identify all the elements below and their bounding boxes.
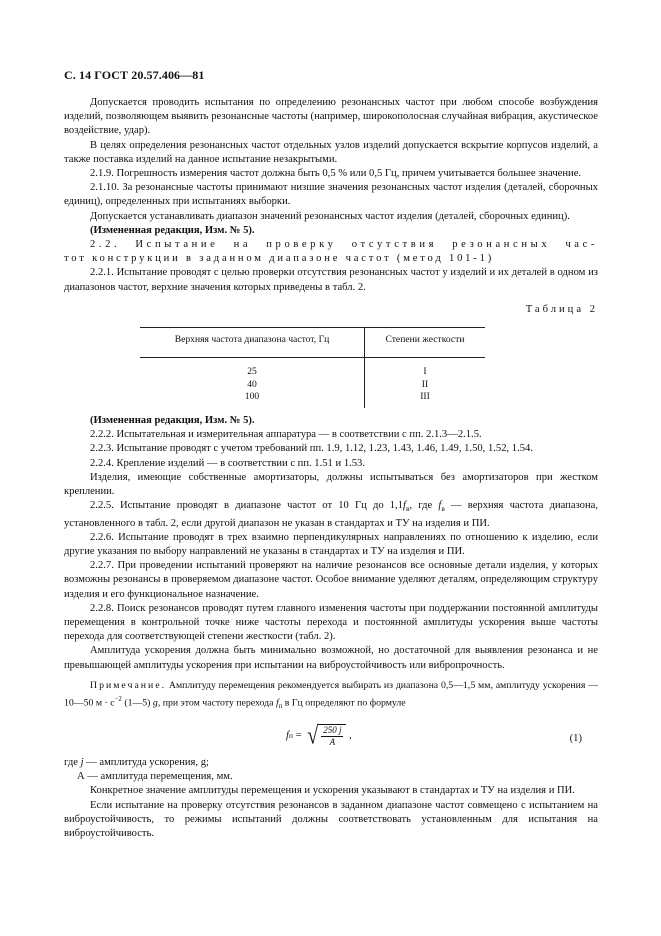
frequency-table bbox=[140, 327, 485, 408]
formula-number: (1) bbox=[569, 733, 582, 745]
table-cell-degree: II bbox=[421, 378, 429, 390]
table-cell-frequency: 40 bbox=[140, 379, 364, 392]
amendment-note: (Измененная редакция, Изм. № 5). bbox=[90, 415, 255, 427]
subscript: в bbox=[406, 504, 410, 514]
superscript: −2 bbox=[114, 695, 122, 703]
note-label: Примечание. bbox=[90, 679, 167, 691]
symbol-j: j bbox=[80, 757, 84, 769]
subscript: п bbox=[288, 730, 293, 740]
table-row bbox=[140, 391, 485, 408]
paragraph bbox=[64, 499, 598, 531]
formula-lhs: f bbox=[286, 729, 289, 741]
symbol-g: g bbox=[152, 697, 158, 709]
paragraph: В целях определения резонансных частот отдельных узлов изделий допускается вскрытие корпусов изделий, а также поставка изделий на данное испытание незакрытыми. bbox=[64, 139, 598, 165]
text-fragment: (1—5) bbox=[121, 697, 153, 709]
table-cell-frequency: 100 bbox=[140, 391, 364, 408]
formula-tail: , bbox=[346, 729, 352, 741]
text-fragment: где bbox=[64, 757, 81, 769]
fraction-numerator: 250 j bbox=[323, 725, 342, 736]
legend-line bbox=[64, 756, 598, 770]
subscript: п bbox=[278, 703, 283, 711]
table-cell-frequency: 25 bbox=[140, 358, 364, 379]
paragraph: Амплитуда ускорения должна быть минимально возможной, но достаточной для выявления резонанса и не превышающей амплитуды ускорения при испытании на виброустойчивость или вибропрочность. bbox=[64, 645, 598, 671]
paragraph: 2.2.3. Испытание проводят с учетом требований пп. 1.9, 1.12, 1.23, 1.43, 1.46, 1.49, 1.50, 1.52, 1.54. bbox=[90, 443, 533, 455]
formula-block bbox=[64, 720, 598, 756]
paragraph: Конкретное значение амплитуды перемещения и ускорения указывают в стандартах и ТУ на изделия и ПИ. bbox=[90, 785, 575, 797]
table-row bbox=[140, 358, 485, 379]
paragraph: Допускается устанавливать диапазон значений резонансных частот изделия (деталей, сборочных единиц). bbox=[90, 210, 570, 222]
text-fragment: 2.2.5. Испытание проводят в диапазоне частот от 10 Гц до 1,1 bbox=[90, 500, 404, 512]
paragraph: Если испытание на проверку отсутствия резонансов в заданном диапазоне частот совмещено с испытанием на виброустойчивость, то режимы испытаний должны соответствовать установленным для испытания на виброустойчивость. bbox=[64, 799, 598, 840]
text-fragment: — амплитуда ускорения, g; bbox=[83, 757, 209, 769]
sqrt-expression bbox=[307, 724, 346, 748]
section-heading-line2: тот конструкции в заданном диапазоне частот (метод 101-1) bbox=[64, 253, 495, 265]
table-header-degree: Степени жесткости bbox=[364, 328, 485, 358]
table-header-frequency: Верхняя частота диапазона частот, Гц bbox=[140, 328, 364, 358]
symbol-f: f bbox=[275, 697, 279, 709]
legend-line: А — амплитуда перемещения, мм. bbox=[77, 771, 233, 783]
paragraph: 2.1.9. Погрешность измерения частот должна быть 0,5 % или 0,5 Гц, причем учитывается большее значение. bbox=[90, 168, 582, 180]
note-paragraph bbox=[64, 679, 598, 714]
table-row bbox=[140, 379, 485, 392]
equals-sign: = bbox=[292, 729, 305, 741]
table-caption: Таблица 2 bbox=[525, 303, 598, 315]
subscript: в bbox=[441, 504, 445, 514]
text-fragment: в Гц определяют по формуле bbox=[282, 697, 406, 709]
paragraph: 2.1.10. За резонансные частоты принимают низшие значения резонансных частот изделия (деталей, сборочных единиц), определенных при испытаниях выборки. bbox=[64, 182, 598, 208]
table-cell-degree: I bbox=[423, 366, 427, 378]
paragraph: 2.2.8. Поиск резонансов проводят путем главного изменения частоты при поддержании постоянной амплитуды перемещения в контрольной точке ниже частоты перехода и постоянной амплитуды ускорения выше частоты перехода для соответствующей степени жесткости (табл. 2). bbox=[64, 602, 598, 643]
text-fragment: , при этом частоту перехода bbox=[157, 697, 276, 709]
fraction bbox=[318, 724, 346, 748]
page-body bbox=[64, 96, 598, 841]
text-fragment: — верхняя частота диапазона, установленного в табл. 2, если другой диапазон не указан в стандартах и ТУ на изделия и ПИ. bbox=[64, 500, 598, 529]
symbol-f: f bbox=[403, 500, 406, 512]
fraction-denominator: A bbox=[329, 737, 336, 748]
paragraph: 2.2.7. При проведении испытаний проверяют на наличие резонансов все основные детали изделия, у которых возможны резонансы в проверяемом диапазоне частот. Особое внимание уделяют деталям, определяющим структуру изделия и его функциональное назначение. bbox=[64, 560, 598, 600]
formula bbox=[286, 724, 352, 748]
text-fragment: Амплитуду перемещения рекомендуется выбирать из диапазона 0,5—1,5 мм, амплитуду ускорения — 10—50 м · с bbox=[64, 679, 598, 709]
paragraph: Изделия, имеющие собственные амортизаторы, должны испытываться без амортизаторов при жестком креплении. bbox=[64, 471, 598, 498]
paragraph: 2.2.4. Крепление изделий — в соответствии с пп. 1.51 и 1.53. bbox=[90, 457, 366, 469]
radical-icon: √ bbox=[307, 722, 319, 750]
paragraph: Допускается проводить испытания по определению резонансных частот при любом способе возбуждения изделий, позволяющем выявить резонансные частоты (например, широкополосная случайная вибрация, акустическое воздействие, удар). bbox=[64, 97, 598, 137]
text-fragment: , где bbox=[409, 500, 439, 512]
paragraph: 2.2.1. Испытание проводят с целью проверки отсутствия резонансных частот у изделий и их деталей в одном из диапазонов частот, верхние значения которых приведены в табл. 2. bbox=[64, 267, 598, 293]
symbol-f: f bbox=[438, 500, 442, 512]
paragraph: 2.2.6. Испытание проводят в трех взаимно перпендикулярных направлениях по отношению к изделию, если другие указания по выбору направлений не указаны в стандартах и ТУ на изделия и ПИ. bbox=[64, 531, 598, 557]
section-heading-line1: 2.2. Испытание на проверку отсутствия резонансных час- bbox=[90, 239, 598, 251]
amendment-note: (Измененная редакция, Изм. № 5). bbox=[90, 224, 255, 236]
page-header: С. 14 ГОСТ 20.57.406—81 bbox=[64, 68, 205, 82]
table-cell-degree: III bbox=[420, 391, 430, 403]
paragraph: 2.2.2. Испытательная и измерительная аппаратура — в соответствии с пп. 2.1.3—2.1.5. bbox=[90, 429, 482, 441]
